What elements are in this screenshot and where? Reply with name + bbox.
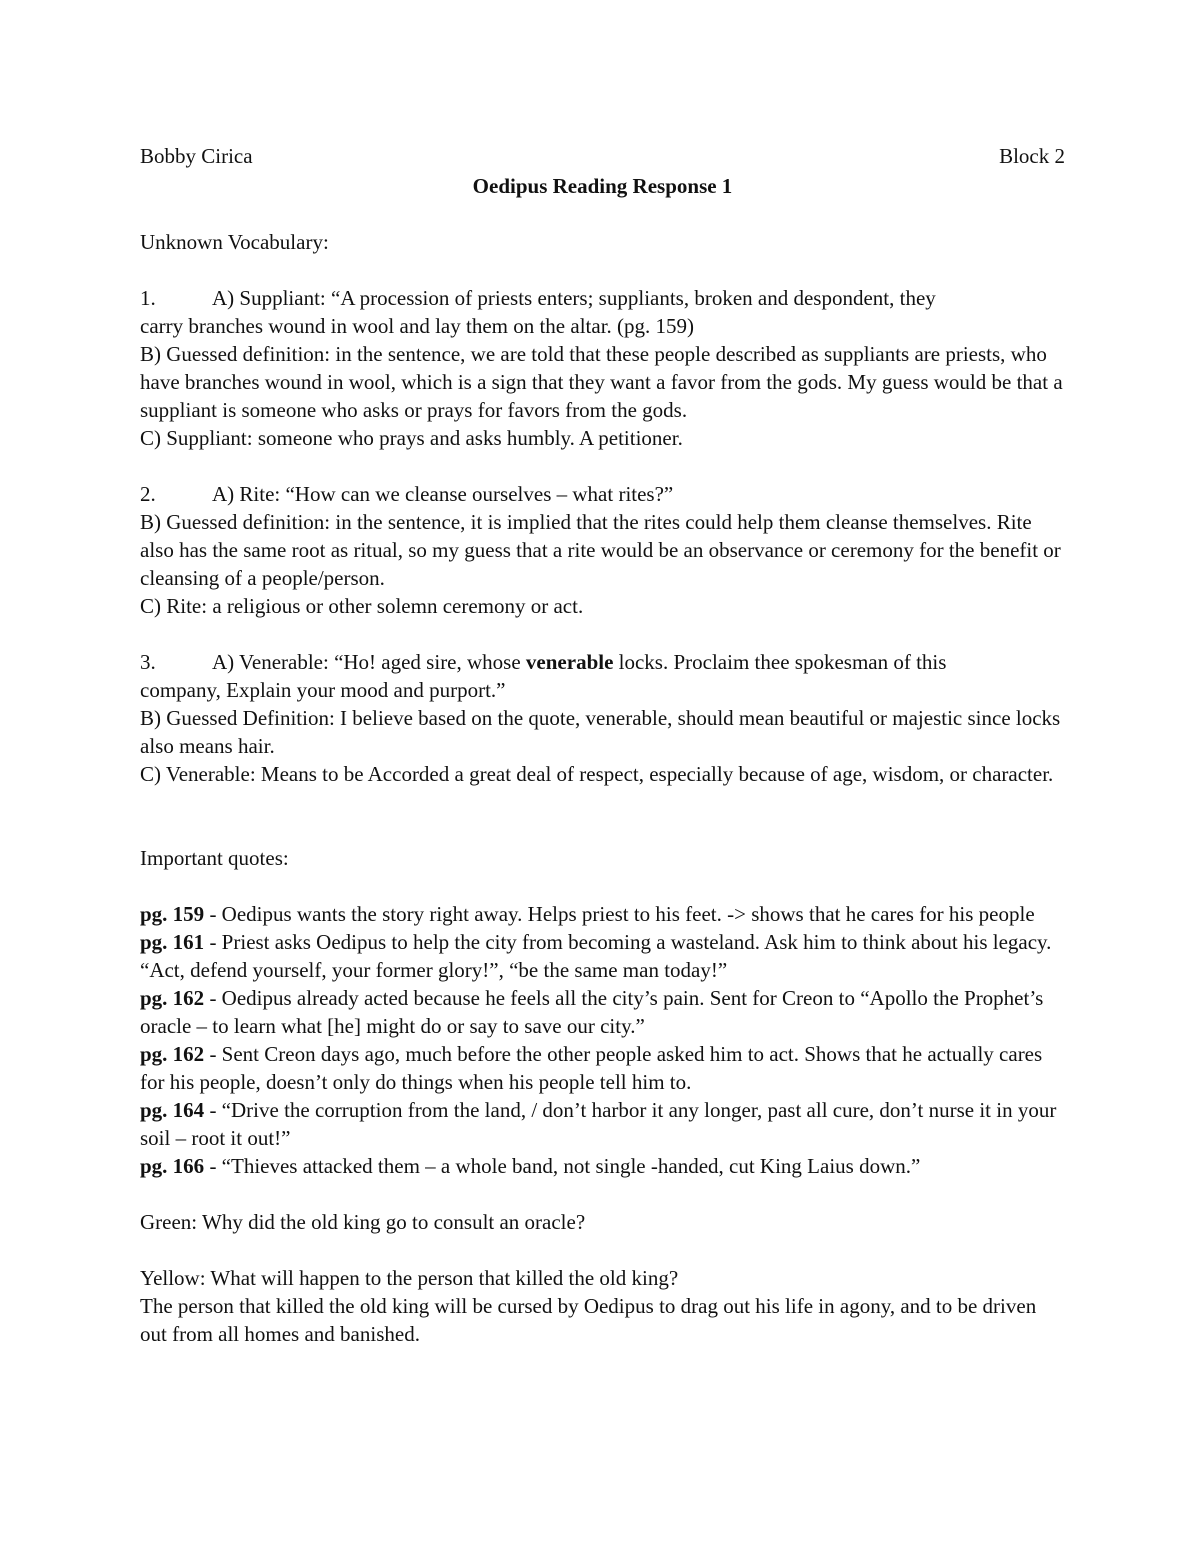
- quote-page: pg. 164: [140, 1098, 205, 1122]
- document-title: Oedipus Reading Response 1: [472, 174, 733, 198]
- quote-item: [140, 900, 1065, 928]
- quote-text: - “Drive the corruption from the land, / don’t harbor it any longer, past all cure, don’t nurse it in your soil – root it out!”: [140, 1098, 1057, 1150]
- quote-text: - Priest asks Oedipus to help the city from becoming a wasteland. Ask him to think about his legacy. “Act, defend yourself, your former glory!”, “be the same man today!”: [140, 930, 1052, 982]
- quote-page: pg. 166: [140, 1154, 205, 1178]
- quote-page: pg. 159: [140, 902, 205, 926]
- vocab-a-text-post: locks. Proclaim thee spokesman of this: [613, 650, 947, 674]
- vocab-number: 2.: [140, 482, 156, 506]
- vocab-b-text: B) Guessed definition: in the sentence, it is implied that the rites could help them cleanse themselves. Rite also has the same root as ritual, so my guess that a rite would be an observance or ceremony for the benefit or cleansing of a people/person.: [140, 510, 1061, 590]
- block-label: Block 2: [999, 144, 1065, 168]
- vocab-item: [140, 284, 1065, 452]
- quote-text: - Oedipus already acted because he feels all the city’s pain. Sent for Creon to “Apollo the Prophet’s oracle – to learn what [he] might do or say to save our city.”: [140, 986, 1044, 1038]
- vocab-c-text: C) Venerable: Means to be Accorded a great deal of respect, especially because of age, wisdom, or character.: [140, 762, 1054, 786]
- vocab-number: 3.: [140, 650, 156, 674]
- vocab-b-text: B) Guessed definition: in the sentence, we are told that these people described as suppliants are priests, who have branches wound in wool, which is a sign that they want a favor from the gods. My guess would be that a suppliant is someone who asks or prays for favors from the gods.: [140, 342, 1063, 422]
- vocab-line-a: [140, 284, 1065, 312]
- vocab-c-text: C) Rite: a religious or other solemn ceremony or act.: [140, 594, 584, 618]
- vocab-heading: Unknown Vocabulary:: [140, 230, 329, 254]
- quote-item: [140, 984, 1065, 1040]
- quote-text: - “Thieves attacked them – a whole band, not single -handed, cut King Laius down.”: [204, 1154, 921, 1178]
- vocab-a-text-pre: A) Venerable: “Ho! aged sire, whose: [212, 650, 526, 674]
- quote-page: pg. 161: [140, 930, 205, 954]
- vocab-c-text: C) Suppliant: someone who prays and asks humbly. A petitioner.: [140, 426, 683, 450]
- yellow-answer: The person that killed the old king will be cursed by Oedipus to drag out his life in agony, and to be driven out from all homes and banished.: [140, 1294, 1037, 1346]
- vocab-a-continuation: carry branches wound in wool and lay them on the altar. (pg. 159): [140, 314, 695, 338]
- vocab-number: 1.: [140, 286, 156, 310]
- quote-page: pg. 162: [140, 1042, 205, 1066]
- header-row: [140, 142, 1065, 170]
- vocab-line-a: [140, 480, 1065, 508]
- vocab-b-text: B) Guessed Definition: I believe based on the quote, venerable, should mean beautiful or majestic since locks also means hair.: [140, 706, 1061, 758]
- green-question: Green: Why did the old king go to consult an oracle?: [140, 1210, 586, 1234]
- vocab-item: [140, 648, 1065, 788]
- student-name: Bobby Cirica: [140, 144, 253, 168]
- quote-item: [140, 1152, 1065, 1180]
- quotes-list: [140, 900, 1065, 1180]
- quote-text: - Oedipus wants the story right away. Helps priest to his feet. -> shows that he cares for his people: [204, 902, 1035, 926]
- quote-text: - Sent Creon days ago, much before the other people asked him to act. Shows that he actually cares for his people, doesn’t only do things when his people tell him to.: [140, 1042, 1043, 1094]
- quotes-heading: Important quotes:: [140, 846, 289, 870]
- vocab-a-text-bold: venerable: [525, 650, 614, 674]
- quote-item: [140, 1096, 1065, 1152]
- vocab-a-text: A) Rite: “How can we cleanse ourselves – what rites?”: [212, 482, 674, 506]
- vocab-item: [140, 480, 1065, 620]
- document-body: [140, 142, 1065, 1348]
- quote-page: pg. 162: [140, 986, 205, 1010]
- vocab-line-a: [140, 648, 1065, 676]
- yellow-question: Yellow: What will happen to the person that killed the old king?: [140, 1266, 679, 1290]
- vocab-a-continuation: company, Explain your mood and purport.”: [140, 678, 506, 702]
- quote-item: [140, 1040, 1065, 1096]
- quote-item: [140, 928, 1065, 984]
- vocab-a-text: A) Suppliant: “A procession of priests enters; suppliants, broken and despondent, they: [212, 286, 936, 310]
